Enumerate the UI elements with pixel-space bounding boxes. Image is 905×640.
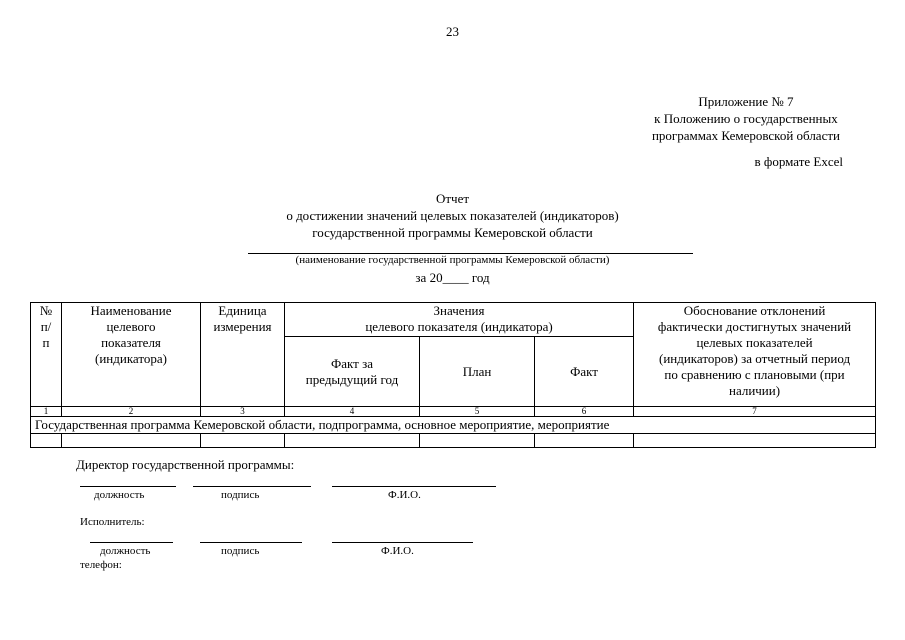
table-row <box>31 434 876 448</box>
director-position-line <box>80 486 176 487</box>
table-cell <box>535 434 634 448</box>
header-values-line: целевого показателя (индикатора) <box>365 319 553 334</box>
appendix-line-1: Приложение № 7 <box>698 94 794 109</box>
column-number: 1 <box>31 407 62 417</box>
director-fio-line <box>332 486 496 487</box>
table-cell <box>634 434 876 448</box>
report-title <box>0 190 905 241</box>
header-prev-fact-line: Факт за <box>330 355 374 371</box>
executor-phone-label: телефон: <box>80 559 122 571</box>
table-cell <box>285 434 420 448</box>
header-fact: Факт <box>535 337 634 407</box>
appendix-line-2: к Положению о государственных <box>654 111 838 126</box>
header-unit <box>201 303 285 407</box>
executor-signature-caption: подпись <box>221 545 260 557</box>
header-prev-fact-line: предыдущий год <box>305 371 399 387</box>
table-cell <box>420 434 535 448</box>
column-number: 5 <box>420 407 535 417</box>
executor-signature-line <box>200 542 302 543</box>
header-row-1 <box>31 303 876 337</box>
column-number: 3 <box>201 407 285 417</box>
table-cell <box>62 434 201 448</box>
header-justification-line: фактически достигнутых значений <box>657 319 852 334</box>
table-cell <box>31 434 62 448</box>
header-justification-line: наличии) <box>728 383 781 398</box>
header-justification <box>634 303 876 407</box>
title-line-1: Отчет <box>435 191 470 206</box>
director-signature-caption: подпись <box>221 489 260 501</box>
appendix-line-3: программах Кемеровской области <box>651 128 840 143</box>
header-justification-line: (индикаторов) за отчетный период <box>658 351 851 366</box>
director-signature-line <box>193 486 311 487</box>
report-table <box>30 302 876 448</box>
page-number: 23 <box>446 24 459 39</box>
column-numbers-row <box>31 407 876 417</box>
header-justification-line: Обоснование отклонений <box>683 303 826 318</box>
program-name-caption: (наименование государственной программы Кемеровской области) <box>295 254 610 266</box>
header-values <box>285 303 634 337</box>
title-line-2: о достижении значений целевых показателей (индикаторов) <box>286 208 619 223</box>
header-num-line: п <box>42 335 50 350</box>
section-row <box>31 417 876 434</box>
header-name-line: Наименование <box>90 303 172 318</box>
column-number: 4 <box>285 407 420 417</box>
column-number: 2 <box>62 407 201 417</box>
header-indicator-name <box>62 303 201 407</box>
header-name-line: целевого <box>106 319 156 334</box>
header-unit-line: измерения <box>213 319 272 334</box>
header-name-line: (индикатора) <box>95 351 167 366</box>
header-values-line: Значения <box>433 303 485 318</box>
executor-position-line <box>90 542 173 543</box>
executor-fio-caption: Ф.И.О. <box>381 545 414 557</box>
header-name-line: показателя <box>101 335 161 350</box>
header-plan: План <box>420 337 535 407</box>
executor-fio-line <box>332 542 473 543</box>
section-row-text: Государственная программа Кемеровской области, подпрограмма, основное мероприятие, мероприятие <box>31 417 876 434</box>
report-year: за 20____ год <box>415 270 490 285</box>
header-num-line: № <box>39 303 53 318</box>
header-num-line: п/ <box>40 319 52 334</box>
header-justification-line: по сравнению с плановыми (при <box>664 367 845 382</box>
column-number: 6 <box>535 407 634 417</box>
header-prev-fact <box>285 337 420 407</box>
director-position-caption: должность <box>94 489 145 501</box>
header-justification-line: целевых показателей <box>696 335 813 350</box>
format-note: в формате Excel <box>754 154 843 169</box>
director-label: Директор государственной программы: <box>76 457 295 472</box>
title-line-3: государственной программы Кемеровской области <box>312 225 593 240</box>
header-num <box>31 303 62 407</box>
executor-label: Исполнитель: <box>80 516 145 528</box>
executor-position-caption: должность <box>100 545 151 557</box>
header-unit-line: Единица <box>218 303 267 318</box>
column-number: 7 <box>634 407 876 417</box>
appendix-header <box>652 93 840 144</box>
table-cell <box>201 434 285 448</box>
director-fio-caption: Ф.И.О. <box>388 489 421 501</box>
